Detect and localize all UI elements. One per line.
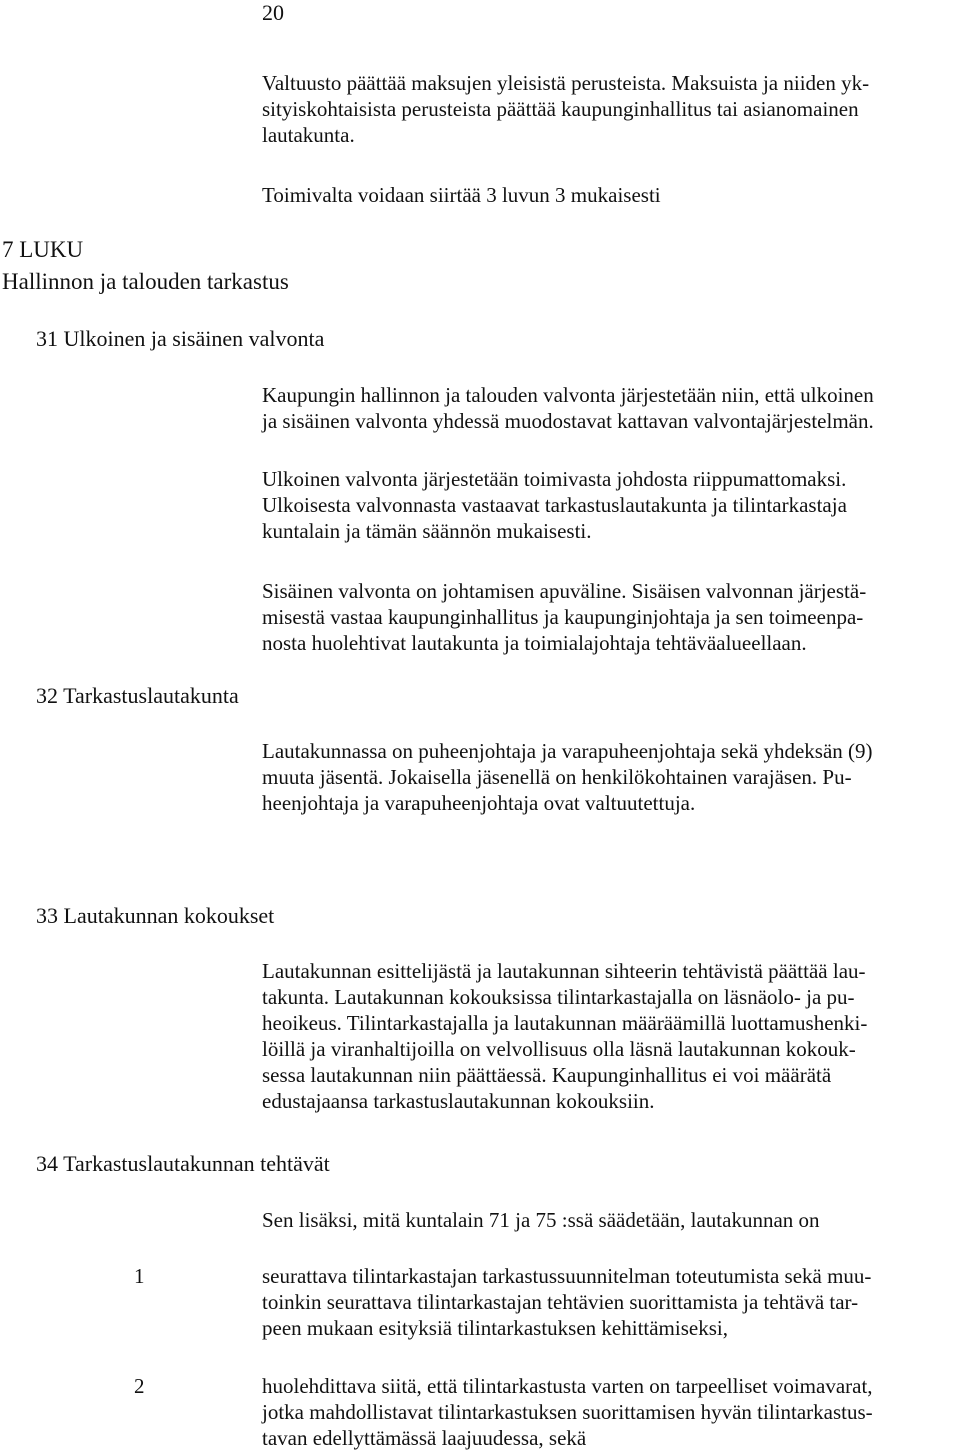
s33-p1-line: Lautakunnan esittelijästä ja lautakunnan sihteerin tehtävistä päättää lau-: [262, 959, 866, 983]
s31-p3-line: nosta huolehtivat lautakunta ja toimialajohtaja tehtäväalueellaan.: [262, 631, 807, 655]
s33-p1-line: sessa lautakunnan niin päättäessä. Kaupunginhallitus ei voi määrätä: [262, 1063, 832, 1087]
list-item-line: tavan edellyttämässä laajuudessa, sekä: [262, 1426, 587, 1450]
list-item-number: 1: [134, 1264, 145, 1288]
s31-p2-line: Ulkoisesta valvonnasta vastaavat tarkastuslautakunta ja tilintarkastaja: [262, 493, 847, 517]
s33-p1-line: heoikeus. Tilintarkastajalla ja lautakunnan määräämillä luottamushenki-: [262, 1011, 868, 1035]
page-number: 20: [262, 0, 284, 25]
intro-line: Valtuusto päättää maksujen yleisistä perusteista. Maksuista ja niiden yk-: [262, 71, 870, 95]
intro-line: sityiskohtaisista perusteista päättää kaupunginhallitus tai asianomainen: [262, 97, 859, 121]
s33-p1-line: edustajaansa tarkastuslautakunnan kokouksiin.: [262, 1089, 655, 1113]
s31-p3-line: Sisäinen valvonta on johtamisen apuväline. Sisäisen valvonnan järjestä-: [262, 579, 867, 603]
s33-p1-line: löillä ja viranhaltijoilla on velvollisuus olla läsnä lautakunnan kokouk-: [262, 1037, 856, 1061]
section-33-heading: 33 Lautakunnan kokoukset: [36, 903, 275, 928]
list-item-line: seurattava tilintarkastajan tarkastussuunnitelman toteutumista sekä muu-: [262, 1264, 872, 1288]
chapter-number: 7 LUKU: [2, 237, 84, 262]
s34-intro: Sen lisäksi, mitä kuntalain 71 ja 75 :ssä säädetään, lautakunnan on: [262, 1208, 820, 1232]
list-item-number: 2: [134, 1374, 145, 1398]
s31-p1-line: ja sisäinen valvonta yhdessä muodostavat kattavan valvontajärjestelmän.: [262, 409, 874, 433]
section-32-heading: 32 Tarkastuslautakunta: [36, 683, 239, 708]
list-item-line: huolehdittava siitä, että tilintarkastusta varten on tarpeelliset voimavarat,: [262, 1374, 873, 1398]
s32-p1-line: muuta jäsentä. Jokaisella jäsenellä on henkilökohtainen varajäsen. Pu-: [262, 765, 852, 789]
section-34-heading: 34 Tarkastuslautakunnan tehtävät: [36, 1151, 330, 1176]
s31-p2-line: kuntalain ja tämän säännön mukaisesti.: [262, 519, 592, 543]
intro-line: lautakunta.: [262, 123, 355, 147]
s31-p3-line: misestä vastaa kaupunginhallitus ja kaupunginjohtaja ja sen toimeenpa-: [262, 605, 864, 629]
section-31-heading: 31 Ulkoinen ja sisäinen valvonta: [36, 326, 325, 351]
chapter-title: Hallinnon ja talouden tarkastus: [2, 269, 289, 294]
s32-p1-line: Lautakunnassa on puheenjohtaja ja varapuheenjohtaja sekä yhdeksän (9): [262, 739, 873, 763]
list-item-line: peen mukaan esityksiä tilintarkastuksen kehittämiseksi,: [262, 1316, 728, 1340]
list-item-line: jotka mahdollistavat tilintarkastuksen suorittamisen hyvän tilintarkastus-: [262, 1400, 873, 1424]
s33-p1-line: takunta. Lautakunnan kokouksissa tilintarkastajalla on läsnäolo- ja pu-: [262, 985, 855, 1009]
list-item-line: toinkin seurattava tilintarkastajan tehtävien suorittamista ja tehtävä tar-: [262, 1290, 859, 1314]
s32-p1-line: heenjohtaja ja varapuheenjohtaja ovat valtuutettuja.: [262, 791, 696, 815]
delegation-note: Toimivalta voidaan siirtää 3 luvun 3 mukaisesti: [262, 183, 661, 207]
s31-p2-line: Ulkoinen valvonta järjestetään toimivasta johdosta riippumattomaksi.: [262, 467, 847, 491]
s31-p1-line: Kaupungin hallinnon ja talouden valvonta järjestetään niin, että ulkoinen: [262, 383, 874, 407]
